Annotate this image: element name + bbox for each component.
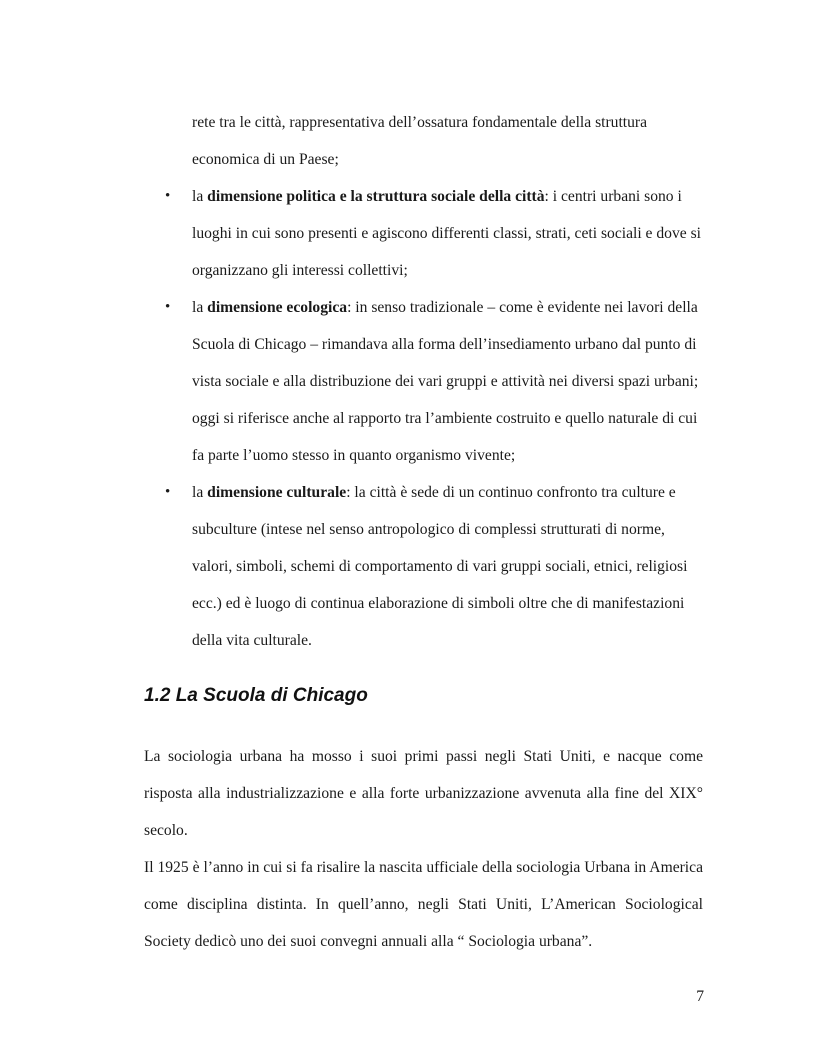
bullet-prefix: la [192,188,208,205]
section-heading: 1.2 La Scuola di Chicago [144,685,368,706]
list-item [165,289,705,474]
list-item [165,474,705,659]
bullet-icon: • [165,299,171,315]
page-number: 7 [696,988,704,1005]
bullet-prefix: la [192,484,208,501]
list-item [165,178,705,289]
bullet-term: dimensione culturale [207,484,347,501]
bullet-text: : la città è sede di un continuo confronto tra culture e subculture (intese nel senso antropologico di complessi strutturati di norme, valori, simboli, schemi di comportamento di vari gruppi sociali, etnici, religiosi ecc.) ed è luogo di continua elaborazione di simboli oltre che di manifestazioni della vita culturale. [192,484,688,649]
bullet-icon: • [165,484,171,500]
bullet-prefix: la [192,299,208,316]
bullet-text: : in senso tradizionale – come è evidente nei lavori della Scuola di Chicago – rimandava alla forma dell’insediamento urbano dal punto di vista sociale e alla distribuzione dei vari gruppi e attività nei diversi spazi urbani; oggi si riferisce anche al rapporto tra l’ambiente costruito e quello naturale di cui fa parte l’uomo stesso in quanto organismo vivente; [192,299,699,464]
bullet-icon: • [165,188,171,204]
bullet-term: dimensione ecologica [207,299,348,316]
continuation-paragraph: rete tra le città, rappresentativa dell’ossatura fondamentale della struttura economica di un Paese; [192,114,648,168]
bullet-list [165,178,705,659]
body-paragraph: Il 1925 è l’anno in cui si fa risalire la nascita ufficiale della sociologia Urbana in America come disciplina distinta. In quell’anno, negli Stati Uniti, L’American Sociological Society dedicò uno dei suoi convegni annuali alla “ Sociologia urbana”. [144,859,703,950]
bullet-text: : i centri urbani sono i luoghi in cui sono presenti e agiscono differenti classi, strati, ceti sociali e dove si organizzano gli interessi collettivi; [192,188,701,279]
body-paragraph: La sociologia urbana ha mosso i suoi primi passi negli Stati Uniti, e nacque come risposta alla industrializzazione e alla forte urbanizzazione avvenuta alla fine del XIX° secolo. [144,748,703,839]
bullet-term: dimensione politica e la struttura sociale della città [207,188,545,205]
